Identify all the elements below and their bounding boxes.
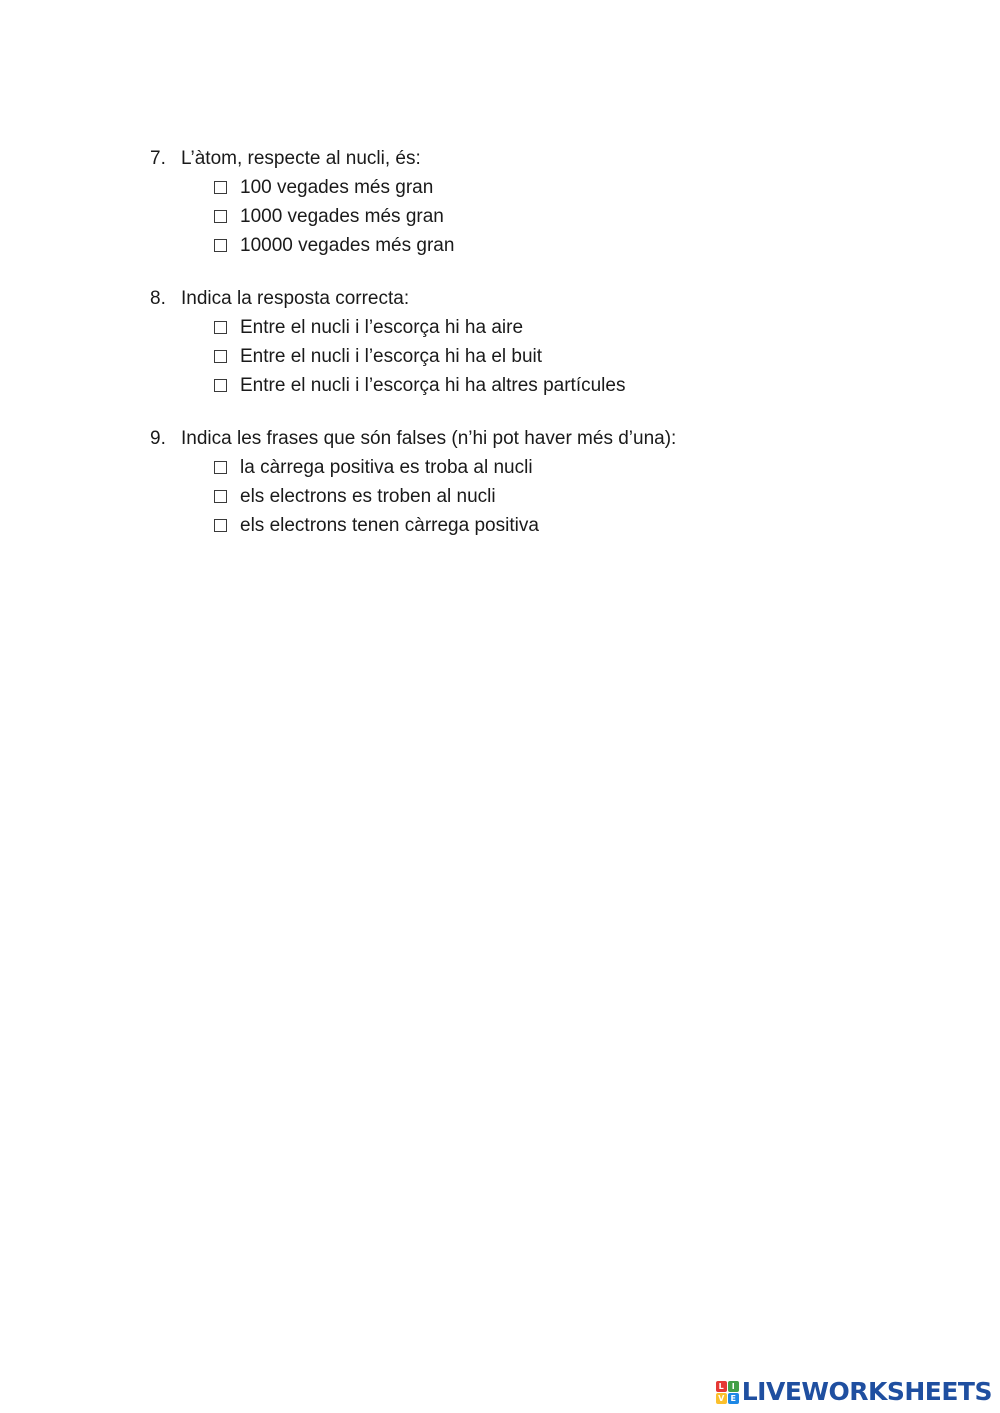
checkbox[interactable] [214,461,227,474]
options-list [150,453,910,540]
checkbox[interactable] [214,350,227,363]
question-number: 8. [150,288,166,309]
option-label: Entre el nucli i l’escorça hi ha altres partícules [240,374,626,396]
option-item[interactable] [214,482,910,511]
question-line [150,284,910,313]
option-label: 1000 vegades més gran [240,205,444,227]
option-label: els electrons es troben al nucli [240,485,496,507]
option-item[interactable] [214,202,910,231]
logo-icon [716,1381,739,1404]
checkbox[interactable] [214,519,227,532]
checkbox[interactable] [214,321,227,334]
options-list [150,313,910,400]
checkbox[interactable] [214,239,227,252]
logo-tile-i: I [728,1381,739,1392]
option-label: 10000 vegades més gran [240,234,455,256]
question-line [150,424,910,453]
checkbox[interactable] [214,379,227,392]
options-list [150,173,910,260]
question-8 [150,284,910,400]
option-label: Entre el nucli i l’escorça hi ha el buit [240,345,543,367]
question-text: L’àtom, respecte al nucli, és: [181,148,421,169]
option-item[interactable] [214,173,910,202]
question-text: Indica la resposta correcta: [181,288,410,309]
logo-tile-e: E [728,1393,739,1404]
option-label: la càrrega positiva es troba al nucli [240,456,533,478]
checkbox[interactable] [214,490,227,503]
question-9 [150,424,910,540]
logo-tile-v: V [716,1393,727,1404]
logo-tile-l: L [716,1381,727,1392]
question-number: 7. [150,148,166,169]
question-line [150,144,910,173]
option-item[interactable] [214,313,910,342]
liveworksheets-logo[interactable] [716,1377,992,1407]
option-item[interactable] [214,231,910,260]
option-label: Entre el nucli i l’escorça hi ha aire [240,316,524,338]
option-item[interactable] [214,511,910,540]
option-label: els electrons tenen càrrega positiva [240,514,539,536]
option-item[interactable] [214,453,910,482]
option-item[interactable] [214,371,910,400]
question-number: 9. [150,428,166,449]
question-text: Indica les frases que són falses (n’hi pot haver més d’una): [181,428,677,449]
checkbox[interactable] [214,181,227,194]
option-item[interactable] [214,342,910,371]
question-7 [150,144,910,260]
logo-text: LIVEWORKSHEETS [741,1377,992,1406]
checkbox[interactable] [214,210,227,223]
option-label: 100 vegades més gran [240,176,434,198]
